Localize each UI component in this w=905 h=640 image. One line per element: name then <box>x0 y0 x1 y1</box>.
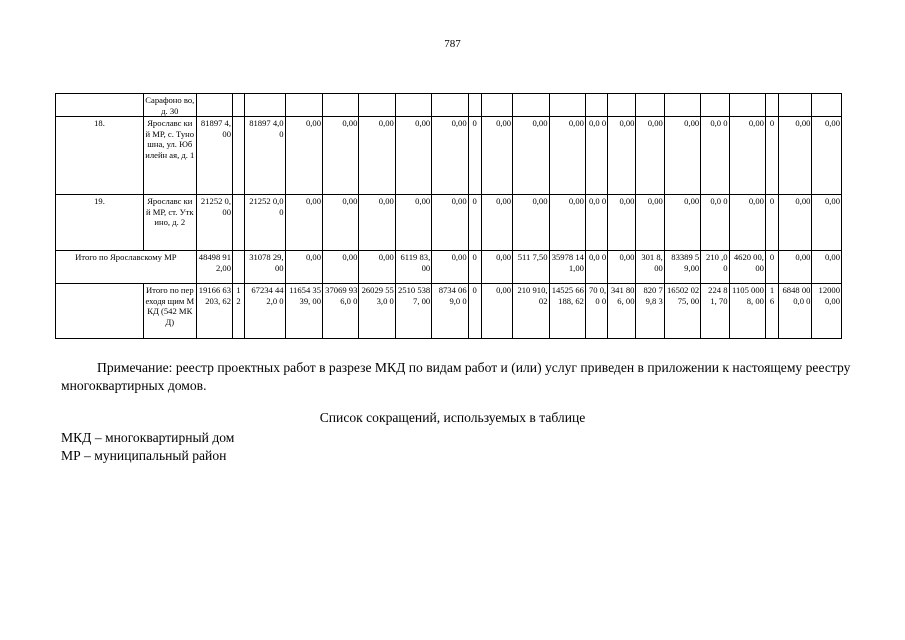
table-cell: 31078 29,00 <box>245 251 285 284</box>
table-cell: 0,00 <box>664 195 700 251</box>
table-cell: 0,00 <box>285 117 322 195</box>
table-cell: 301 8,00 <box>636 251 664 284</box>
table-cell: 0,00 <box>481 117 512 195</box>
table-cell: Ярославс кий МР, с. Туношна, ул. Юбилейн ая, д. 1 <box>144 117 197 195</box>
table-cell: 8734 069,0 0 <box>432 284 468 339</box>
table-cell: 0,00 <box>432 195 468 251</box>
table-cell <box>245 94 285 117</box>
table-cell: 0,00 <box>779 251 812 284</box>
table-cell: 0,00 <box>432 251 468 284</box>
table-cell <box>481 94 512 117</box>
table-row-data <box>56 195 842 251</box>
table-cell: 48498 912,00 <box>196 251 232 284</box>
table-cell: 0 <box>468 251 481 284</box>
table-cell: 18. <box>56 117 144 195</box>
table-cell: 0,00 <box>285 251 322 284</box>
table-cell: 6848 000,0 0 <box>779 284 812 339</box>
table-cell: 1105 0008, 00 <box>729 284 765 339</box>
table-cell: 1 6 <box>765 284 778 339</box>
table-cell: 0,00 <box>359 251 395 284</box>
table-cell: 83389 59,00 <box>664 251 700 284</box>
registry-table <box>55 93 842 339</box>
table-row-total <box>56 284 842 339</box>
abbreviation-item: МКД – многоквартирный дом <box>61 430 235 445</box>
table-cell: 0,00 <box>608 195 636 251</box>
table-cell: 0,00 <box>664 117 700 195</box>
table-cell: 37069 936,0 0 <box>323 284 359 339</box>
table-cell <box>701 94 729 117</box>
table-cell: 19166 63203, 62 <box>196 284 232 339</box>
table-cell <box>395 94 431 117</box>
table-cell: 0 <box>765 195 778 251</box>
table-cell: 0,00 <box>359 117 395 195</box>
table-note: Примечание: реестр проектных работ в разрезе МКД по видам работ и (или) услуг приведен в приложении к настоящему реестру многоквартирных домов. <box>61 360 851 393</box>
table-cell <box>765 94 778 117</box>
table-cell <box>812 94 842 117</box>
table-cell: 0 <box>765 251 778 284</box>
table-cell: 81897 4,00 <box>196 117 232 195</box>
page-number: 787 <box>444 38 461 50</box>
table-cell: 0,0 0 <box>701 195 729 251</box>
table-cell: 6119 83,00 <box>395 251 431 284</box>
table-cell: Сарафоно во, д. 30 <box>145 95 195 116</box>
table-cell <box>323 94 359 117</box>
table-cell: 0 <box>468 284 481 339</box>
table-cell <box>233 251 245 284</box>
table-cell: 0,00 <box>481 195 512 251</box>
table-cell: 35978 141,00 <box>549 251 585 284</box>
table-cell: 210 ,00 <box>701 251 729 284</box>
table-cell: 0,00 <box>729 117 765 195</box>
registry-table-body <box>56 94 842 339</box>
table-cell: 0,00 <box>812 117 842 195</box>
table-cell: 820 79,8 3 <box>636 284 664 339</box>
table-cell <box>468 94 481 117</box>
table-cell <box>233 195 245 251</box>
table-cell: 26029 553,0 0 <box>359 284 395 339</box>
table-cell: 0,00 <box>812 251 842 284</box>
table-row-subtotal <box>56 251 842 284</box>
table-cell <box>285 94 322 117</box>
table-cell: 0,00 <box>481 251 512 284</box>
table-cell: 0,00 <box>812 195 842 251</box>
table-cell: 21252 0,00 <box>196 195 232 251</box>
table-cell: 4620 00,00 <box>729 251 765 284</box>
table-cell: 0,00 <box>779 117 812 195</box>
table-cell: 0,00 <box>549 117 585 195</box>
table-cell <box>56 284 144 339</box>
table-cell: 14525 66188, 62 <box>549 284 585 339</box>
table-cell: 0,00 <box>323 251 359 284</box>
table-cell: 511 7,50 <box>513 251 549 284</box>
table-cell: 81897 4,00 <box>245 117 285 195</box>
table-cell <box>729 94 765 117</box>
table-cell: Итого по переходя щим МКД (542 МКД) <box>144 284 197 339</box>
table-cell <box>608 94 636 117</box>
table-cell: 0,00 <box>608 251 636 284</box>
table-cell: 0,00 <box>395 117 431 195</box>
table-cell <box>549 94 585 117</box>
table-row-continuation <box>56 94 842 117</box>
table-cell <box>636 94 664 117</box>
table-cell: 0,00 <box>636 195 664 251</box>
table-cell: 21252 0,00 <box>245 195 285 251</box>
table-cell <box>432 94 468 117</box>
table-cell: 0,00 <box>432 117 468 195</box>
table-cell: 67234 442,0 0 <box>245 284 285 339</box>
table-cell: 0 <box>468 117 481 195</box>
table-cell <box>585 94 607 117</box>
table-cell <box>233 117 245 195</box>
table-cell: 210 910, 02 <box>513 284 549 339</box>
table-cell: Итого по Ярославскому МР <box>56 251 197 284</box>
table-cell <box>359 94 395 117</box>
table-cell: Ярославс кий МР, ст. Уткино, д. 2 <box>144 195 197 251</box>
abbreviation-item: МР – муниципальный район <box>61 448 227 463</box>
table-cell: 0,0 0 <box>585 195 607 251</box>
table-cell <box>196 94 232 117</box>
table-cell: 0,00 <box>636 117 664 195</box>
table-cell: 0,00 <box>549 195 585 251</box>
table-cell: 12000 0,00 <box>812 284 842 339</box>
table-cell: 224 81, 70 <box>701 284 729 339</box>
table-cell: 0,00 <box>323 195 359 251</box>
table-cell: 11654 3539, 00 <box>285 284 322 339</box>
table-cell: 0,0 0 <box>585 251 607 284</box>
table-cell: 0,00 <box>513 195 549 251</box>
table-cell: 0,00 <box>481 284 512 339</box>
table-cell <box>779 94 812 117</box>
table-cell <box>664 94 700 117</box>
table-cell: 1 2 <box>233 284 245 339</box>
table-cell: 0,00 <box>513 117 549 195</box>
table-cell: 2510 5387, 00 <box>395 284 431 339</box>
table-cell: 0,00 <box>779 195 812 251</box>
table-cell: 0,0 0 <box>585 117 607 195</box>
table-cell: 0,00 <box>359 195 395 251</box>
table-cell: 0,00 <box>729 195 765 251</box>
table-cell: 0,00 <box>323 117 359 195</box>
abbreviations-title: Список сокращений, используемых в таблице <box>319 410 586 425</box>
table-cell: 0 <box>468 195 481 251</box>
table-cell <box>233 94 245 117</box>
table-cell: 0 <box>765 117 778 195</box>
table-row-data <box>56 117 842 195</box>
table-cell: 0,0 0 <box>701 117 729 195</box>
table-cell: 16502 0275, 00 <box>664 284 700 339</box>
table-cell: 19. <box>56 195 144 251</box>
table-cell: 0,00 <box>285 195 322 251</box>
table-cell: 341 806, 00 <box>608 284 636 339</box>
table-cell: 70 0,0 0 <box>585 284 607 339</box>
table-cell: 0,00 <box>395 195 431 251</box>
table-cell: 0,00 <box>608 117 636 195</box>
table-cell <box>513 94 549 117</box>
table-cell <box>56 94 144 117</box>
